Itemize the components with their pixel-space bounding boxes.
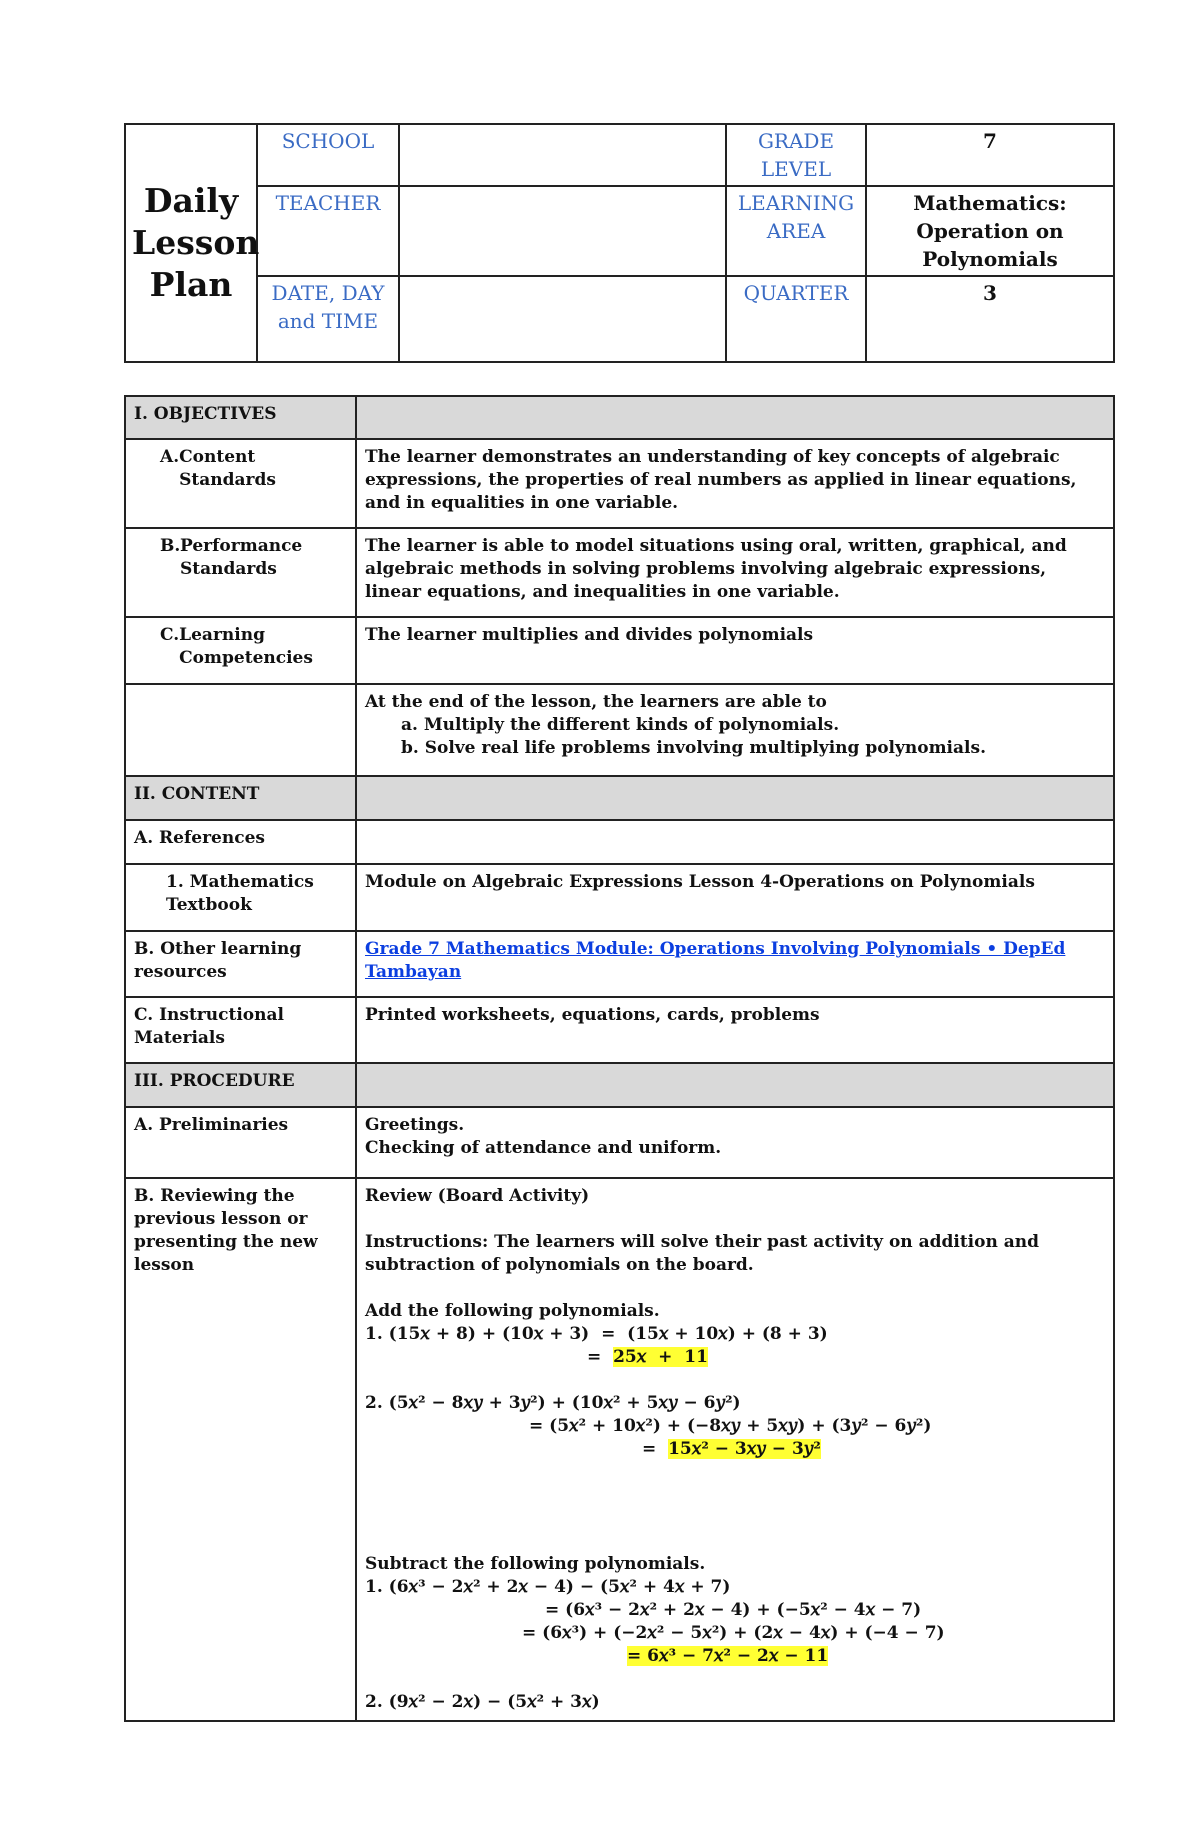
learning-area-value: Mathematics: Operation on Polynomials [866, 186, 1114, 276]
review-label: B. Reviewing the previous lesson or presenting the new lesson [125, 1178, 356, 1721]
lesson-goal-a: a. Multiply the different kinds of polynomials. [401, 715, 840, 735]
other-resources-cell [356, 931, 1114, 997]
preliminaries-row [125, 1107, 1114, 1178]
procedure-heading-blank [356, 1063, 1114, 1107]
performance-standards-text: The learner is able to model situations using oral, written, graphical, and algebraic methods in solving problems involving algebraic expressions, linear equations, and inequalities in one variable. [356, 528, 1114, 617]
quarter-label: QUARTER [726, 276, 866, 362]
title-line-3: Plan [149, 265, 233, 304]
add-problem-1-line-1: 1. (15𝑥 + 8) + (10𝑥 + 3) = (15𝑥 + 10𝑥) + (8 + 3) [365, 1324, 828, 1344]
lesson-goals-blank [125, 684, 356, 776]
references-label: A. References [125, 820, 356, 864]
school-field[interactable] [399, 124, 726, 186]
grade-level-label: GRADE LEVEL [726, 124, 866, 186]
add-problem-1-answer: 25𝑥 + 11 [613, 1347, 708, 1367]
subtract-problem-2-line-1: 2. (9𝑥² − 2𝑥) − (5𝑥² + 3𝑥) [365, 1692, 600, 1712]
add-problem-2-line-1: 2. (5𝑥² − 8𝑥𝑦 + 3𝑦²) + (10𝑥² + 5𝑥𝑦 − 6𝑦²) [365, 1393, 741, 1413]
textbook-text: Module on Algebraic Expressions Lesson 4-Operations on Polynomials [356, 864, 1114, 931]
textbook-row [125, 864, 1114, 931]
learning-competencies-label: Learning Competencies [179, 625, 313, 668]
date-field[interactable] [399, 276, 726, 362]
references-blank [356, 820, 1114, 864]
objectives-section-row [125, 396, 1114, 439]
content-standards-text: The learner demonstrates an understanding of key concepts of algebraic expressions, the properties of real numbers as applied in linear equations, and in equalities in one variable. [356, 439, 1114, 528]
objectives-heading: I. OBJECTIVES [125, 396, 356, 439]
content-standards-label: Content Standards [179, 447, 276, 490]
content-standards-row [125, 439, 1114, 528]
performance-standards-label: Performance Standards [180, 536, 303, 579]
learning-competencies-cell [125, 617, 356, 684]
review-instructions: Instructions: The learners will solve their past activity on addition and subtraction of polynomials on the board. [365, 1232, 1040, 1275]
procedure-heading: III. PROCEDURE [125, 1063, 356, 1107]
add-problem-1-line-2 [365, 1346, 1105, 1369]
references-row [125, 820, 1114, 864]
lesson-goals-cell [356, 684, 1114, 776]
materials-text: Printed worksheets, equations, cards, problems [356, 997, 1114, 1063]
lesson-goals-row [125, 684, 1114, 776]
lesson-goals-intro: At the end of the lesson, the learners are able to [365, 692, 827, 712]
textbook-label: 1. Mathematics Textbook [125, 864, 356, 931]
learning-competencies-row [125, 617, 1114, 684]
grade-level-value: 7 [866, 124, 1114, 186]
teacher-field[interactable] [399, 186, 726, 276]
content-section-row [125, 776, 1114, 820]
subtract-problem-1-line-1: 1. (6𝑥³ − 2𝑥² + 2𝑥 − 4) − (5𝑥² + 4𝑥 + 7) [365, 1577, 731, 1597]
objectives-heading-blank [356, 396, 1114, 439]
quarter-value: 3 [866, 276, 1114, 362]
review-title: Review (Board Activity) [365, 1186, 590, 1206]
content-heading-blank [356, 776, 1114, 820]
school-label: SCHOOL [257, 124, 399, 186]
title-line-2: Lesson [132, 223, 260, 262]
performance-standards-row [125, 528, 1114, 617]
add-problem-2-equals: = [642, 1439, 669, 1459]
content-heading: II. CONTENT [125, 776, 356, 820]
learning-competencies-marker: C. [160, 625, 180, 645]
procedure-section-row [125, 1063, 1114, 1107]
preliminaries-cell [356, 1107, 1114, 1178]
add-heading: Add the following polynomials. [365, 1301, 660, 1321]
lesson-goal-b: b. Solve real life problems involving multiplying polynomials. [401, 738, 986, 758]
materials-label: C. Instructional Materials [125, 997, 356, 1063]
add-problem-2-line-2: = (5𝑥² + 10𝑥²) + (−8𝑥𝑦 + 5𝑥𝑦) + (3𝑦² − 6𝑦²) [529, 1416, 932, 1436]
teacher-label: TEACHER [257, 186, 399, 276]
subtract-heading: Subtract the following polynomials. [365, 1554, 706, 1574]
subtract-problem-1-answer: = 6𝑥³ − 7𝑥² − 2𝑥 − 11 [627, 1646, 829, 1666]
performance-standards-marker: B. [160, 536, 181, 556]
preliminaries-label: A. Preliminaries [125, 1107, 356, 1178]
other-resources-row [125, 931, 1114, 997]
attendance-text: Checking of attendance and uniform. [365, 1138, 722, 1158]
date-label: DATE, DAY and TIME [257, 276, 399, 362]
add-problem-1-equals: = [587, 1347, 614, 1367]
review-cell [356, 1178, 1114, 1721]
add-problem-2-line-3 [365, 1438, 1105, 1461]
materials-row [125, 997, 1114, 1063]
header-table [124, 123, 1115, 363]
deped-tambayan-link[interactable]: Grade 7 Mathematics Module: Operations Involving Polynomials • DepEd Tambayan [365, 939, 1066, 982]
title-line-1: Daily [143, 181, 239, 220]
subtract-problem-1-line-2: = (6𝑥³ − 2𝑥² + 2𝑥 − 4) + (−5𝑥² − 4𝑥 − 7) [545, 1600, 922, 1620]
learning-competencies-text: The learner multiplies and divides polynomials [356, 617, 1114, 684]
document-title [125, 124, 260, 362]
content-standards-cell [125, 439, 356, 528]
subtract-problem-1-line-3: = (6𝑥³) + (−2𝑥² − 5𝑥²) + (2𝑥 − 4𝑥) + (−4 − 7) [522, 1623, 945, 1643]
add-problem-2-answer: 15𝑥² − 3𝑥𝑦 − 3𝑦² [668, 1439, 821, 1459]
lesson-table [124, 395, 1115, 1722]
content-standards-marker: A. [160, 447, 180, 467]
other-resources-label: B. Other learning resources [125, 931, 356, 997]
learning-area-label: LEARNING AREA [726, 186, 866, 276]
performance-standards-cell [125, 528, 356, 617]
review-row [125, 1178, 1114, 1721]
greetings-text: Greetings. [365, 1115, 465, 1135]
